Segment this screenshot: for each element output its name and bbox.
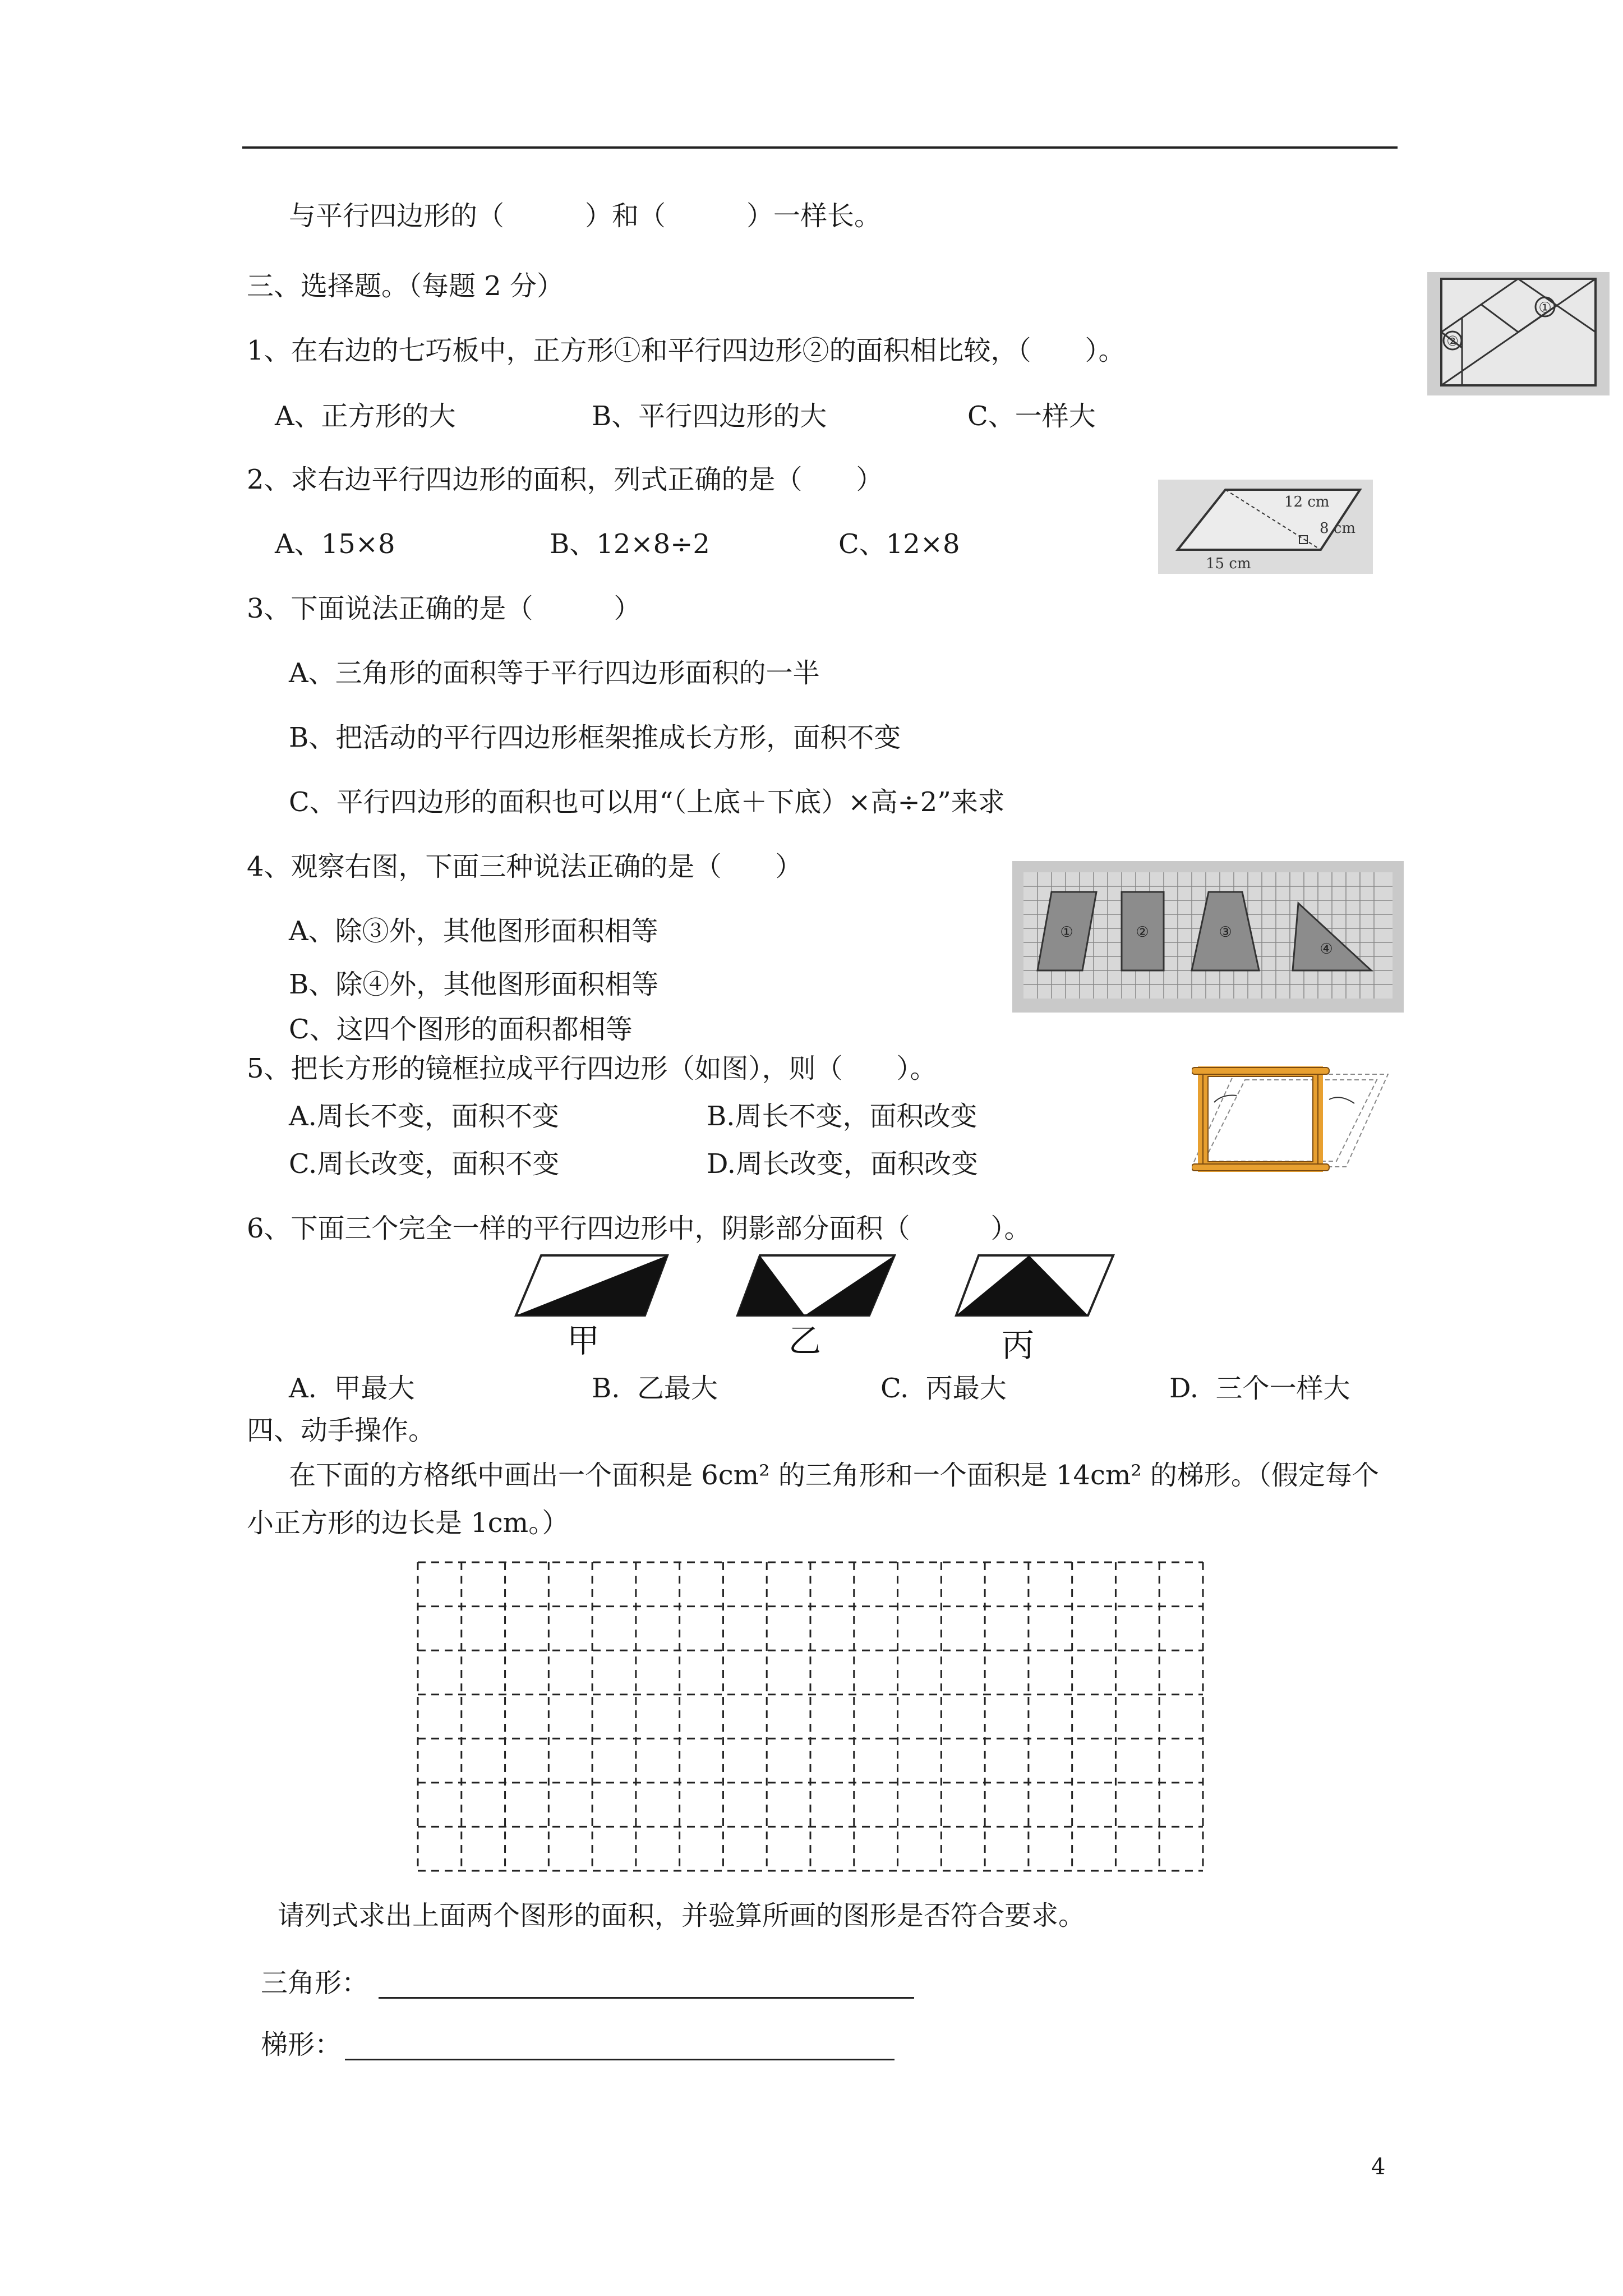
parallelogram-figure bbox=[1158, 480, 1373, 574]
section-4-title: 四、动手操作。 bbox=[247, 1415, 436, 1446]
q5-option-a: A.周长不变，面积不变 bbox=[289, 1101, 559, 1132]
tangram-figure bbox=[1427, 272, 1610, 395]
graph-paper-lines bbox=[418, 1562, 1203, 1871]
shape-label-3: ③ bbox=[1219, 924, 1232, 941]
shape-label-2: ② bbox=[1136, 924, 1149, 941]
q3-option-b: B、把活动的平行四边形框架推成长方形，面积不变 bbox=[289, 722, 901, 753]
parallelogram-jia bbox=[516, 1255, 667, 1360]
calc-prompt: 请列式求出上面两个图形的面积，并验算所画的图形是否符合要求。 bbox=[278, 1900, 1086, 1931]
tangram-label-1: ① bbox=[1538, 300, 1552, 316]
shaded-parallelograms-figure bbox=[510, 1251, 1119, 1369]
section-3-title: 三、选择题。（每题 2 分） bbox=[247, 270, 564, 302]
page-number: 4 bbox=[1371, 2154, 1386, 2180]
instruction-line-2: 小正方形的边长是 1cm。） bbox=[247, 1507, 569, 1539]
q4-option-b: B、除④外，其他图形面积相等 bbox=[289, 969, 659, 1000]
parallelogram-bing bbox=[956, 1255, 1113, 1364]
tangram-label-2: ② bbox=[1446, 333, 1459, 349]
shape-label-1: ① bbox=[1060, 924, 1073, 941]
q1-stem: 1、在右边的七巧板中，正方形①和平行四边形②的面积相比较，（ ）。 bbox=[247, 335, 1126, 366]
frame-figure bbox=[1192, 1063, 1394, 1175]
label-jia: 甲 bbox=[566, 1322, 600, 1360]
q5-option-d: D.周长改变，面积改变 bbox=[707, 1148, 979, 1180]
q5-stem: 5、把长方形的镜框拉成平行四边形（如图），则（ ）。 bbox=[247, 1053, 937, 1084]
triangle-answer-line[interactable] bbox=[379, 1997, 914, 1999]
q2-stem: 2、求右边平行四边形的面积，列式正确的是（ ） bbox=[247, 464, 883, 495]
grid-shapes-figure bbox=[1012, 861, 1404, 1013]
q4-stem: 4、观察右图，下面三种说法正确的是（ ） bbox=[247, 851, 803, 882]
q5-option-b: B.周长不变，面积改变 bbox=[707, 1101, 978, 1132]
continued-line: 与平行四边形的（ ）和（ ）一样长。 bbox=[289, 200, 882, 232]
q1-option-a: A、正方形的大 bbox=[275, 401, 456, 432]
label-bing: 丙 bbox=[1001, 1326, 1035, 1364]
triangle-label: 三角形： bbox=[261, 1967, 369, 1999]
q4-option-c: C、这四个图形的面积都相等 bbox=[289, 1014, 633, 1045]
q1-option-c: C、一样大 bbox=[967, 401, 1096, 432]
trapezoid-answer-line[interactable] bbox=[345, 2059, 895, 2060]
q2-option-c: C、12×8 bbox=[838, 528, 960, 560]
q3-option-a: A、三角形的面积等于平行四边形面积的一半 bbox=[289, 657, 820, 689]
q5-option-c: C.周长改变，面积不变 bbox=[289, 1148, 560, 1180]
q6-option-c: C. 丙最大 bbox=[880, 1373, 1007, 1404]
instruction-line-1: 在下面的方格纸中画出一个面积是 6cm² 的三角形和一个面积是 14cm² 的梯形。（假定每个 bbox=[289, 1460, 1379, 1491]
shape-label-4: ④ bbox=[1320, 941, 1333, 958]
q6-option-b: B. 乙最大 bbox=[592, 1373, 718, 1404]
q3-option-c: C、平行四边形的面积也可以用“（上底＋下底）×高÷2”来求 bbox=[289, 786, 1005, 818]
label-15cm: 15 cm bbox=[1206, 555, 1251, 572]
q2-option-b: B、12×8÷2 bbox=[550, 528, 710, 560]
q6-stem: 6、下面三个完全一样的平行四边形中，阴影部分面积（ ）。 bbox=[247, 1213, 1031, 1244]
label-8cm: 8 cm bbox=[1320, 520, 1356, 537]
parallelogram-yi bbox=[737, 1255, 895, 1360]
label-12cm: 12 cm bbox=[1284, 494, 1330, 510]
q4-option-a: A、除③外，其他图形面积相等 bbox=[289, 915, 658, 947]
label-yi: 乙 bbox=[788, 1322, 822, 1360]
q1-option-b: B、平行四边形的大 bbox=[592, 401, 827, 432]
graph-paper[interactable] bbox=[412, 1557, 1209, 1876]
header-rule bbox=[242, 146, 1398, 149]
q3-stem: 3、下面说法正确的是（ ） bbox=[247, 593, 641, 624]
q6-option-d: D. 三个一样大 bbox=[1169, 1373, 1350, 1404]
q2-option-a: A、15×8 bbox=[275, 528, 395, 560]
trapezoid-label: 梯形： bbox=[261, 2029, 342, 2060]
q6-option-a: A. 甲最大 bbox=[289, 1373, 415, 1404]
